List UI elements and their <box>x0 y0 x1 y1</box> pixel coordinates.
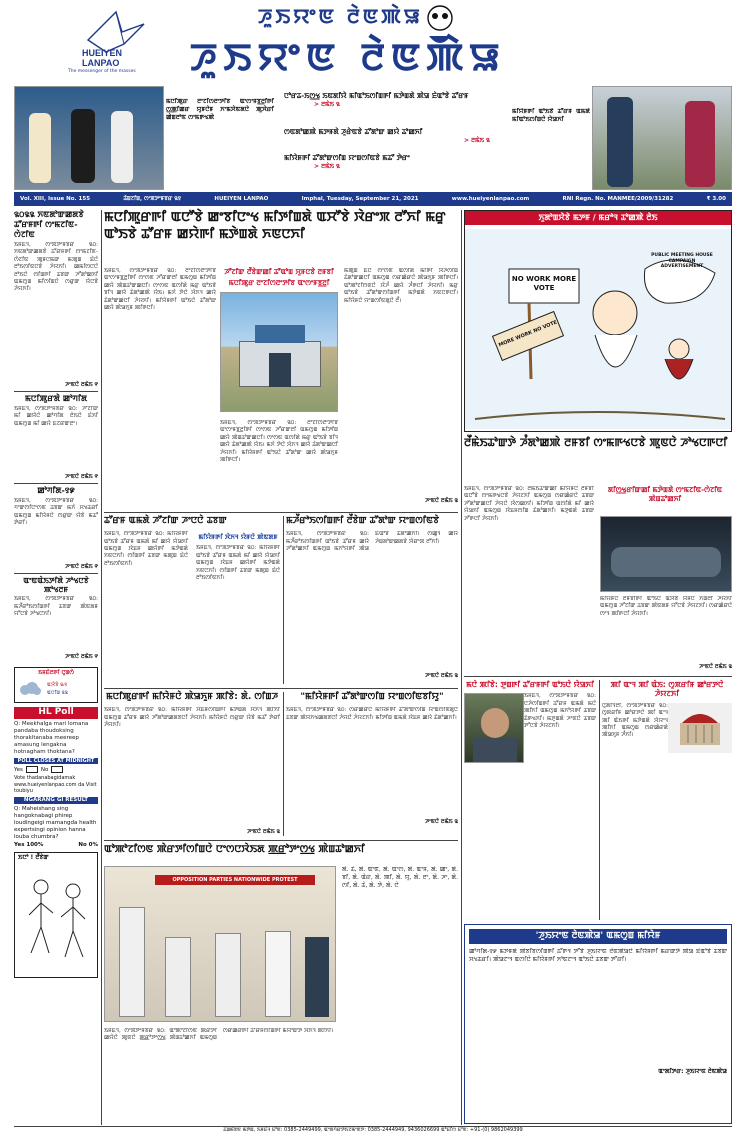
result-question: Q: Maheishang sing hangoknabagi phirep loudingeigi mamangda health expertsingi opinion hanna louba chumbra? <box>14 805 97 841</box>
editorial-sign: ꯑꯦꯗꯤꯇꯔ: ꯍꯨꯏꯌꯦꯟ ꯂꯥꯟꯄꯥꯎ <box>658 1068 727 1076</box>
dateline-band <box>14 192 732 206</box>
poll-note: Vote thadanabagidamak www.hueiyenlanpao.com da Visit toubiyu <box>14 775 97 795</box>
lead-story <box>104 210 458 244</box>
cartoon-sign-1: PUBLIC MEETING HOUSE CAMPAIGN ADVERTISEMENT <box>651 253 713 270</box>
teaser-item-3[interactable] <box>284 154 524 170</box>
right-story-body-2: ꯃꯤꯌꯥꯝꯅꯥ ꯂꯝꯕꯤꯒꯤ ꯑꯣꯏꯅꯥ ꯑꯋꯥꯕꯥ ꯌꯥꯝꯅꯥ ꯈꯥꯡꯂꯤ ꯍꯥꯌꯈꯤ ꯑꯃꯁꯨꯡ ꯍꯧꯖꯤꯛ ꯊꯕꯛ ꯄꯥꯟꯗꯝ ꯌꯧꯅꯕꯥ ꯍꯥꯌꯖꯈꯤ। ꯁꯔꯀꯥꯔꯅꯥ ꯁꯦꯜ ꯄꯤꯒꯅꯤ ꯍꯥꯌꯈꯤ। <box>600 596 732 617</box>
bottom-story-list: ꯗꯥ. ꯊꯥ, ꯗꯥ. ꯑꯦꯟ, ꯗꯥ. ꯑꯦꯁ, ꯗꯥ. ꯑꯦꯝ, ꯗꯥ. ꯀꯦ, ꯗꯥ. ꯕꯤ, ꯗꯥ. ꯑꯥꯔ, ꯗꯥ. ꯄꯤ, ꯗꯥ. ꯌꯨ, ꯗꯥ. ꯂꯦ, ꯗꯥ. ꯍꯦ, ꯗꯥ. ꯁꯤ, ꯗꯥ. ꯊꯥ, ꯗꯥ. ꯇꯥ, ꯗꯥ. ꯅꯥ <box>342 866 458 889</box>
right-story-body: ꯏꯝꯐꯥꯜ, ꯁꯦꯞꯇꯦꯝꯕꯔ ꯲꯰: ꯂꯩꯃꯥꯏꯊꯣꯛꯀꯤ ꯃꯤꯌꯥꯝꯅꯥ ꯂꯝꯕꯤ ꯑꯅꯧꯕꯥ ꯁꯦꯃꯒꯠꯅꯕꯥ ꯍꯥꯌꯖꯈꯤ ꯑꯃꯁꯨꯡ ꯁꯔꯀꯥꯔꯅꯥ ꯊꯕꯛ ꯍꯧꯗꯣꯛꯀꯅꯤ ꯍꯥꯌꯅꯥ ꯋꯥꯁꯀꯈꯤ। ꯃꯤꯇꯤꯡ ꯑꯁꯤꯗꯥ ꯃꯤ ꯀꯌꯥ ꯌꯥꯎꯈꯤ ꯑꯃꯁꯨꯡ ꯋꯥꯐꯝꯁꯤꯡ ꯊꯥꯗꯣꯀꯈꯤ। ꯃꯇꯨꯡꯗꯥ ꯊꯕꯛ ꯍꯧꯒꯅꯤ ꯍꯥꯌꯈꯤ। <box>464 486 594 522</box>
mid-story-2-see[interactable]: ꯍꯦꯟꯅꯥ ꯂꯃꯥꯏ ꯲ <box>425 673 458 680</box>
teaser-item-3-title: ꯃꯤꯌꯥꯝꯒꯤ ꯊꯧꯗꯣꯛꯁꯤꯡ ꯌꯦꯡꯁꯤꯟꯕꯥ ꯃꯊꯧ ꯇꯥꯔꯦ <box>284 154 410 162</box>
teaser-item-2-title: ꯁꯟꯗꯣꯀꯄꯥ ꯃꯇꯝꯗꯥ ꯍꯨꯔꯥꯟꯕꯥ ꯊꯧꯗꯣꯛ ꯀꯌꯥ ꯊꯣꯀꯈꯤ <box>284 128 423 136</box>
right-story-see[interactable]: ꯍꯦꯟꯅꯥ ꯂꯃꯥꯏ ꯲ <box>699 664 732 670</box>
mid-story-2 <box>286 516 458 680</box>
teaser-photo-right <box>592 86 732 190</box>
lower-story-1-title[interactable]: ꯃꯅꯤꯄꯨꯔꯒꯤ ꯃꯤꯌꯥꯝꯅꯥ ꯄꯥꯎꯈꯨꯝ ꯄꯤꯕꯥ: ꯗꯥ. ꯁꯤꯡꯍ <box>105 692 279 702</box>
logo-name-2: LANPAO <box>82 58 120 68</box>
mid-story-2-title[interactable]: ꯃꯍꯩꯔꯣꯏꯁꯤꯡꯒꯤ ꯂꯩꯕꯥꯛ ꯊꯧꯗꯣꯛ ꯌꯦꯡꯁꯤꯟꯕꯥ <box>286 516 440 526</box>
right-lower-story-2-title[interactable]: ꯄꯤ ꯑꯦꯜ ꯄꯤ ꯑꯥꯏ: ꯁꯨꯞꯔꯤꯝ ꯀꯣꯔꯇꯅꯥ ꯍꯥꯌꯖꯈꯤ <box>610 680 724 699</box>
poll-title: HL Poll <box>14 707 98 718</box>
lower-story-2-see[interactable]: ꯍꯦꯟꯅꯥ ꯂꯃꯥꯏ ꯲ <box>425 819 458 826</box>
lower-story-1-body: ꯏꯝꯐꯥꯜ, ꯁꯦꯞꯇꯦꯝꯕꯔ ꯲꯰: ꯃꯤꯌꯥꯝꯒꯤ ꯋꯥꯐꯝꯁꯤꯡꯒꯤ ꯃꯇꯥꯡꯗꯥ ꯋꯥꯈꯜ ꯄꯤꯈꯤ ꯑꯃꯁꯨꯡ ꯊꯧꯔꯝ ꯀꯌꯥ ꯍꯧꯗꯣꯛꯀꯗꯕꯅꯤ ꯍꯥꯌꯈꯤ। ꯃꯤꯌꯥꯝꯅꯥ ꯁꯔꯨꯛ ꯌꯥꯕꯥ ꯃꯊꯧ ꯇꯥꯔꯤ ꯍꯥꯌꯈꯤ। <box>104 707 280 728</box>
lead-photo-caption-title: ꯍꯧꯖꯤꯛ ꯂꯩꯕꯥꯛꯀꯤ ꯊꯧꯑꯣꯡ ꯆꯨꯝꯅꯕꯥ ꯂꯝꯕꯤ <box>224 268 334 276</box>
small-cartoon <box>14 852 98 978</box>
editorial-body: ꯀꯣꯚꯤꯗ-꯱꯹ ꯃꯇꯝꯗꯥ ꯄꯥꯕꯤꯕꯁꯤꯡꯒꯤ ꯊꯧꯒꯜ ꯇꯧꯕꯥ ꯍꯨꯏꯌꯦꯟ ꯂꯥꯟꯄꯥꯎꯅꯥ ꯃꯤꯌꯥꯝꯒꯤ ꯃꯔꯛꯇꯥ ꯄꯥꯎ ꯐꯥꯑꯣꯕꯥ ꯊꯕꯛ ꯆꯠꯊꯔꯤ। ꯄꯥꯎꯖꯦꯜ ꯑꯁꯤꯅꯥ ꯃꯤꯌꯥꯝꯒꯤ ꯈꯣꯟꯖꯦꯜ ꯑꯣꯏꯅꯥ ꯊꯕꯛ ꯇꯧꯔꯤ। <box>469 948 727 964</box>
left-story-4-see[interactable]: ꯍꯦꯟꯅꯥ ꯂꯃꯥꯏ ꯵ <box>65 654 98 661</box>
paper-name: HUEIYEN LANPAO <box>214 195 269 202</box>
masthead-title-top: ꯍꯨꯏꯌꯦꯟ ꯂꯥꯟꯄꯥꯎ <box>258 4 423 28</box>
right-lower-story-1-title[interactable]: ꯃꯅꯥ ꯄꯤꯕꯥ: ꯇꯨꯡꯒꯤ ꯊꯧꯔꯝꯒꯤ ꯑꯣꯏꯅꯥ ꯌꯥꯎꯈꯤ <box>466 680 594 689</box>
teaser-item-1-title: ꯅꯣꯔꯊ-ꯏꯁ꯭ꯠ ꯏꯟꯗꯤꯌꯥ ꯃꯤꯑꯣꯏꯁꯤꯡꯒꯤ ꯃꯇꯥꯡꯗꯥ ꯄꯥꯎ ꯐꯥꯑꯣꯕꯥ ꯊꯧꯔꯝ <box>284 92 469 100</box>
mid-story-1 <box>104 516 280 671</box>
result-yes: Yes 100% <box>14 841 44 848</box>
protest-banner: OPPOSITION PARTIES NATIONWIDE PROTEST <box>155 875 315 885</box>
right-lower-story-2 <box>602 680 732 920</box>
hl-poll <box>14 707 98 848</box>
lower-story-1-see[interactable]: ꯍꯦꯟꯅꯥ ꯂꯃꯥꯏ ꯲ <box>247 829 280 836</box>
logo-tagline: The messenger of the masses <box>68 69 136 74</box>
editorial-box <box>464 924 732 1124</box>
logo-name-1: HUEIYEN <box>82 48 123 58</box>
cartoon-sign-2: NO WORK MORE VOTE <box>511 275 577 292</box>
weather-box <box>14 667 98 703</box>
teaser-item-1-see: > ꯂꯃꯥꯏ ꯲ <box>314 100 340 108</box>
left-story-1-body: ꯏꯝꯐꯥꯜ, ꯁꯦꯞꯇꯦꯝꯕꯔ ꯲꯰: ꯈꯟꯗꯣꯛꯀꯗꯕꯥ ꯊꯧꯔꯝꯒꯤ ꯁꯦꯃꯖꯤꯟ-ꯁꯥꯖꯤꯟ ꯄꯨꯝꯅꯃꯛ ꯃꯄꯨꯡ ꯐꯥꯅꯥ ꯂꯣꯏꯁꯤꯟꯅꯕꯥ ꯍꯥꯌꯈꯤ। ꯀꯃꯤꯁꯅꯅꯥ ꯂꯣꯏꯅꯥ ꯁꯤꯡꯒꯤ ꯊꯕꯛ ꯍꯧꯗꯣꯀꯈꯤ ꯑꯃꯁꯨꯡ ꯃꯤꯁꯤꯡꯅꯥ ꯁꯔꯨꯛ ꯌꯥꯅꯕꯥ ꯍꯥꯌꯈꯤ। <box>14 242 98 293</box>
rni-number: RNI Regn. No. MANMEE/2009/31282 <box>562 195 674 202</box>
weather-high: ꯑꯋꯥꯕꯥ ꯳꯱ <box>47 682 68 689</box>
weather-label: ꯏꯝꯐꯥꯂꯒꯤ ꯅꯨꯡꯁꯥ <box>38 670 74 677</box>
mid-story-1-body: ꯏꯝꯐꯥꯜ, ꯁꯦꯞꯇꯦꯝꯕꯔ ꯲꯰: ꯃꯤꯌꯥꯝꯒꯤ ꯑꯣꯏꯕꯥ ꯊꯧꯔꯝ ꯑꯃꯗꯥ ꯃꯤ ꯀꯌꯥ ꯌꯥꯎꯈꯤ ꯑꯃꯁꯨꯡ ꯋꯥꯐꯝ ꯀꯌꯥꯒꯤ ꯃꯇꯥꯡꯗꯥ ꯈꯟꯅꯈꯤ। ꯁꯤꯡꯒꯤ ꯊꯕꯛ ꯃꯄꯨꯡ ꯐꯥꯅꯥ ꯂꯣꯏꯁꯤꯟꯈꯤ। <box>104 531 188 567</box>
poll-no-checkbox[interactable] <box>51 766 63 773</box>
right-story-sub: ꯗꯤꯁ꯭ꯠꯔꯤꯛꯀꯤ ꯃꯇꯥꯡꯗꯥ ꯁꯦꯃꯖꯤꯟ-ꯁꯥꯖꯤꯟ ꯄꯥꯡꯊꯣꯀꯈꯤ <box>607 486 723 503</box>
left-story-1-see[interactable]: ꯍꯦꯟꯅꯥ ꯂꯃꯥꯏ ꯵ <box>65 382 98 388</box>
mid-story-2-body: ꯏꯝꯐꯥꯜ, ꯁꯦꯞꯇꯦꯝꯕꯔ ꯲꯰: ꯃꯍꯩꯔꯣꯏꯁꯤꯡꯒꯤ ꯑꯣꯏꯕꯥ ꯊꯧꯔꯝ ꯀꯌꯥ ꯍꯧꯗꯣꯀꯈꯤ ꯑꯃꯁꯨꯡ ꯃꯈꯣꯌꯒꯤ ꯄꯥꯎ ꯐꯥꯑꯣꯕꯥ ꯊꯥꯗꯣꯀꯈꯤ। ꯁꯀꯨꯜ ꯀꯌꯥ ꯍꯥꯡꯗꯣꯛꯀꯗꯕꯥ ꯋꯥꯔꯦꯞ ꯂꯧꯈꯤ। <box>286 531 458 552</box>
supreme-court-icon <box>668 703 732 753</box>
top-teaser-strip <box>14 86 732 190</box>
result-title: NGARANG GI RESULT <box>14 797 98 804</box>
teaser-item-2-see: > ꯂꯃꯥꯏ ꯲ <box>464 136 490 144</box>
left-story-4-body: ꯏꯝꯐꯥꯜ, ꯁꯦꯞꯇꯦꯝꯕꯔ ꯲꯰: ꯃꯍꯩꯔꯣꯏꯁꯤꯡꯒꯤ ꯊꯕꯛ ꯄꯥꯟꯗꯝ ꯌꯧꯅꯕꯥ ꯍꯣꯠꯅꯈꯤ। <box>14 596 98 618</box>
left-column <box>14 210 98 1125</box>
masthead <box>0 0 743 82</box>
cartoon-header: ꯈꯨꯗꯣꯡꯆꯥꯕꯥ ꯃꯇꯝ / ꯃꯔꯣꯜ ꯊꯣꯀꯄꯥ ꯂꯥꯏ <box>465 211 731 225</box>
teaser-right-text: ꯃꯤꯌꯥꯝꯒꯤ ꯑꯣꯏꯕꯥ ꯊꯧꯔꯝ ꯑꯃꯗꯥ ꯃꯤꯑꯣꯏꯁꯤꯡꯅꯥ ꯌꯥꯎꯈꯤ <box>512 108 590 123</box>
poll-yes-label: Yes <box>14 766 23 773</box>
teaser-photo-left <box>14 86 164 190</box>
left-story-3-see[interactable]: ꯍꯦꯟꯅꯥ ꯂꯃꯥꯏ ꯵ <box>65 563 98 570</box>
left-story-4-title: ꯑꯦꯟꯑꯥꯏꯇꯤꯗꯥ ꯍꯣꯠꯅꯕꯥ ꯄꯣꯠꯂꯝ <box>23 575 89 594</box>
cartoon-sign-3: MORE WORK NO VOTE <box>497 319 559 349</box>
poll-yes-checkbox[interactable] <box>26 766 38 773</box>
bottom-story <box>104 844 458 1126</box>
teaser-item-1[interactable] <box>284 92 524 108</box>
mid-story-1-sub: ꯃꯤꯌꯥꯝꯒꯤ ꯋꯥꯈꯜ ꯌꯥꯝꯅꯥ ꯄꯥꯟꯗꯝ <box>198 533 278 542</box>
mid-story-1-title[interactable]: ꯊꯧꯔꯝ ꯑꯃꯗꯥ ꯍꯧꯖꯤꯛ ꯍꯦꯅꯅꯥ ꯊꯕꯛ <box>104 516 227 526</box>
right-lower-story-2-body: ꯅꯨꯗꯤꯜꯂꯤ, ꯁꯦꯞꯇꯦꯝꯕꯔ ꯲꯰: ꯁꯨꯞꯔꯤꯝ ꯀꯣꯔꯇꯅꯥ ꯄꯤ ꯑꯦꯜ ꯄꯤ ꯑꯥꯏꯒꯤ ꯃꯇꯥꯡꯗꯥ ꯋꯥꯌꯦꯜ ꯄꯤꯈꯤ ꯑꯃꯁꯨꯡ ꯁꯔꯀꯥꯔꯗꯥ ꯄꯥꯎꯈꯨꯝ ꯍꯪꯈꯤ। <box>602 702 668 739</box>
mid-story-1-body-2: ꯏꯝꯐꯥꯜ, ꯁꯦꯞꯇꯦꯝꯕꯔ ꯲꯰: ꯃꯤꯌꯥꯝꯒꯤ ꯑꯣꯏꯕꯥ ꯊꯧꯔꯝ ꯑꯃꯗꯥ ꯃꯤ ꯀꯌꯥ ꯌꯥꯎꯈꯤ ꯑꯃꯁꯨꯡ ꯋꯥꯐꯝ ꯀꯌꯥꯒꯤ ꯃꯇꯥꯡꯗꯥ ꯈꯟꯅꯈꯤ। ꯁꯤꯡꯒꯤ ꯊꯕꯛ ꯃꯄꯨꯡ ꯐꯥꯅꯥ ꯂꯣꯏꯁꯤꯟꯈꯤ। <box>196 545 280 581</box>
cartoon-figures-icon <box>17 867 97 967</box>
teaser-left-text: ꯃꯅꯤꯄꯨꯔ ꯂꯦꯖꯤꯁꯂꯦꯇꯤꯕ ꯑꯦꯁꯦꯝꯕ꯭ꯂꯤꯒꯤ ꯁ꯭ꯄꯤꯀꯔ ꯌꯨꯝꯅꯥꯝ ꯈꯦꯃꯆꯥꯟꯗꯅꯥ ꯄꯨꯋꯥꯔꯤ ꯀꯥꯡꯂꯣꯟ ꯁꯦꯃꯒꯠꯄꯥ <box>166 98 274 121</box>
bottom-story-title[interactable]: ꯑꯣꯄꯣꯖꯤꯁꯟ ꯄꯥꯔꯇꯤꯁꯤꯡꯅꯥ ꯅꯦꯁꯅꯋꯥꯏꯗ ꯄ꯭ꯔꯣꯇꯦꯁ꯭ꯠ ꯄꯥꯡꯊꯣꯀꯈꯤ <box>104 844 365 855</box>
right-lower-story-1-body: ꯏꯝꯐꯥꯜ, ꯁꯦꯞꯇꯦꯝꯕꯔ ꯲꯰: ꯅꯍꯥꯁꯤꯡꯒꯤ ꯊꯧꯔꯝ ꯑꯃꯗꯥ ꯃꯅꯥ ꯄꯤꯈꯤ ꯑꯃꯁꯨꯡ ꯃꯈꯣꯌꯒꯤ ꯊꯕꯛ ꯊꯥꯒꯠꯈꯤ। ꯃꯇꯨꯡꯗꯥ ꯍꯦꯟꯅꯥ ꯊꯕꯛ ꯇꯧꯅꯕꯥ ꯍꯥꯌꯖꯈꯤ। <box>524 693 596 729</box>
teaser-item-2[interactable] <box>284 128 524 144</box>
lower-story-2-title[interactable]: "ꯃꯤꯌꯥꯝꯒꯤ ꯊꯧꯗꯣꯛꯁꯤꯡ ꯌꯦꯡꯁꯤꯟꯕꯤꯌꯨ" <box>300 692 444 702</box>
editorial-title: 'ꯍꯨꯏꯌꯦꯟ ꯂꯥꯟꯄꯥꯎ' ꯑꯃꯁꯨꯡ ꯃꯤꯌꯥꯝ <box>469 929 727 944</box>
left-story-3-body: ꯏꯝꯐꯥꯜ, ꯁꯦꯞꯇꯦꯝꯕꯔ ꯲꯰: ꯚꯦꯛꯁꯤꯅꯦꯁꯟ ꯊꯕꯛ ꯃꯈꯥ ꯆꯠꯊꯔꯤ ꯑꯃꯁꯨꯡ ꯃꯤꯌꯥꯝꯅꯥ ꯁꯔꯨꯛ ꯌꯥꯕꯥ ꯃꯊꯧ ꯇꯥꯔꯤ। <box>14 497 98 526</box>
bottom-story-body: ꯏꯝꯐꯥꯜ, ꯁꯦꯞꯇꯦꯝꯕꯔ ꯲꯰: ꯑꯣꯄꯣꯖꯤꯁꯟ ꯄꯥꯔꯇꯤ ꯀꯌꯥꯅꯥ ꯄꯨꯟꯅꯥ ꯄ꯭ꯔꯣꯇꯦꯁ꯭ꯠ ꯄꯥꯡꯊꯣꯀꯈꯤ ꯑꯃꯁꯨꯡ ꯁꯔꯀꯥꯔꯒꯤ ꯊꯧꯔꯝꯁꯤꯡꯒꯤ ꯃꯥꯌꯣꯛꯇꯥ ꯋꯥꯈꯜ ꯄꯤꯈꯤ। <box>104 1028 334 1042</box>
masthead-title-main: ꯍꯨꯏꯌꯦꯟ ꯂꯥꯟꯄꯥꯎ <box>190 35 506 79</box>
lead-photo-block <box>220 268 338 412</box>
small-cartoon-title: ꯏꯅꯣ ! ꯂꯩꯕꯥꯛ <box>18 854 49 862</box>
lead-body-col-2: ꯏꯝꯐꯥꯜ, ꯁꯦꯞꯇꯦꯝꯕꯔ ꯲꯰: ꯂꯦꯖꯤꯁꯂꯦꯇꯤꯕ ꯑꯦꯁꯦꯝꯕ꯭ꯂꯤꯒꯤ ꯁꯦꯁꯟ ꯍꯧꯔꯛꯂꯤ ꯑꯃꯁꯨꯡ ꯃꯤꯇꯤꯡ ꯀꯌꯥ ꯄꯥꯡꯊꯣꯛꯀꯅꯤ। ꯁꯦꯁꯟ ꯑꯁꯤꯗꯥ ꯃꯔꯨ ꯑꯣꯏꯕꯥ ꯕꯤꯜ ꯀꯌꯥ ꯊꯥꯗꯣꯀꯄꯥ ꯌꯥꯏ। ꯃꯈꯥ ꯇꯥꯅꯥ ꯋꯥꯈꯜ ꯀꯌꯥ ꯊꯥꯗꯣꯛꯀꯅꯤ ꯍꯥꯌꯈꯤ। ꯃꯤꯌꯥꯝꯒꯤ ꯑꯣꯏꯅꯥ ꯊꯧꯗꯣꯛ ꯀꯌꯥ ꯄꯥꯎꯈꯨꯝ ꯄꯤꯒꯅꯤ। <box>220 420 338 463</box>
protest-photo <box>104 866 336 1022</box>
lead-body-col-1: ꯏꯝꯐꯥꯜ, ꯁꯦꯞꯇꯦꯝꯕꯔ ꯲꯰: ꯂꯦꯖꯤꯁꯂꯦꯇꯤꯕ ꯑꯦꯁꯦꯝꯕ꯭ꯂꯤꯒꯤ ꯁꯦꯁꯟ ꯍꯧꯔꯛꯂꯤ ꯑꯃꯁꯨꯡ ꯃꯤꯇꯤꯡ ꯀꯌꯥ ꯄꯥꯡꯊꯣꯛꯀꯅꯤ। ꯁꯦꯁꯟ ꯑꯁꯤꯗꯥ ꯃꯔꯨ ꯑꯣꯏꯕꯥ ꯕꯤꯜ ꯀꯌꯥ ꯊꯥꯗꯣꯀꯄꯥ ꯌꯥꯏ। ꯃꯈꯥ ꯇꯥꯅꯥ ꯋꯥꯈꯜ ꯀꯌꯥ ꯊꯥꯗꯣꯛꯀꯅꯤ ꯍꯥꯌꯈꯤ। ꯃꯤꯌꯥꯝꯒꯤ ꯑꯣꯏꯅꯥ ꯊꯧꯗꯣꯛ ꯀꯌꯥ ꯄꯥꯎꯈꯨꯝ ꯄꯤꯒꯅꯤ। <box>104 268 216 311</box>
portrait-photo <box>464 693 524 763</box>
poll-question: Q: Meekhalga mari lomana pandaba thoudoksing thorakltanaba meereep amasung lengakna hotnagham thoktana? <box>14 720 89 756</box>
cartoon-box <box>464 210 732 432</box>
issue-number: Vol. XIII, Issue No. 155 <box>20 195 91 202</box>
left-story-1-title: ꯲꯰꯲꯲ ꯈꯟꯗꯣꯛꯀꯗꯕꯥ ꯊꯧꯔꯝꯒꯤ ꯁꯦꯃꯖꯤꯟ-ꯁꯥꯖꯤꯟ <box>14 210 84 239</box>
price: ₹ 3.00 <box>706 195 726 202</box>
lower-story-1 <box>104 692 280 836</box>
lower-story-2 <box>286 692 458 826</box>
rally-photo <box>600 516 732 592</box>
left-story-2-body: ꯏꯝꯐꯥꯜ, ꯁꯦꯞꯇꯦꯝꯕꯔ ꯲꯰: ꯍꯧꯖꯤꯛ ꯃꯤ ꯀꯌꯥꯅꯥ ꯀꯣꯚꯤꯗ ꯂꯥꯏꯅꯥ ꯐꯥꯈꯤ ꯑꯃꯁꯨꯡ ꯃꯤ ꯀꯌꯥ ꯐꯖꯔꯛꯂꯦ। <box>14 405 98 427</box>
left-story-2-see[interactable]: ꯍꯦꯟꯅꯥ ꯂꯃꯥꯏ ꯵ <box>65 473 98 480</box>
weather-cloud-icon <box>17 680 43 696</box>
manipuri-date: ꯊꯥꯡꯖꯤꯡ, ꯁꯦꯞꯇꯦꯝꯕꯔ ꯲꯱ <box>123 195 182 202</box>
website-link[interactable]: www.hueiyenlanpao.com <box>451 195 530 202</box>
footer-bar <box>14 1126 732 1136</box>
city-date: Imphal, Tuesday, September 21, 2021 <box>301 195 419 202</box>
right-story <box>464 436 732 674</box>
assembly-photo <box>220 292 338 412</box>
lead-photo-caption-sub: ꯃꯅꯤꯄꯨꯔ ꯂꯦꯖꯤꯁꯂꯦꯇꯤꯕ ꯑꯦꯁꯦꯝꯕ꯭ꯂꯤ <box>228 278 330 287</box>
left-story-3-title: ꯀꯣꯚꯤꯗ-꯱꯹ <box>37 485 75 495</box>
teaser-item-3-see: > ꯂꯃꯥꯏ ꯲ <box>314 162 340 170</box>
poll-closes: POLL CLOSES AT MIDNIGHT <box>14 758 98 764</box>
right-lower-story-1 <box>464 680 596 920</box>
footer-text: ꯊꯥꯡꯃꯩꯕꯟ ꯃꯇꯥꯡ, ꯏꯝꯐꯥꯜ ꯐꯣꯟ: 0385-2449499, ꯑꯦꯗꯚꯥꯔꯇꯥꯏꯖꯃꯦꯟꯇ: 0385-2444949, 9436026699 ꯑꯣꯐꯤꯁ ꯐꯣꯟ: +91-(0) 9862049399 <box>223 1127 523 1133</box>
right-story-title[interactable]: ꯂꯩꯃꯥꯏꯊꯣꯛꯇꯥ ꯍꯪꯗꯣꯀꯄꯥ ꯂꯝꯕꯤ ꯁꯦꯃꯒꯠꯅꯕꯥ ꯄꯨꯟꯅꯥ ꯍꯣꯠꯅꯒꯅꯤ <box>464 436 728 449</box>
logo <box>62 8 182 78</box>
left-story-2-title: ꯃꯅꯤꯄꯨꯔꯗꯥ ꯀꯣꯚꯤꯗ <box>24 393 88 403</box>
lead-body-col-3: ꯃꯄꯨꯡ ꯐꯥꯅꯥ ꯁꯦꯁꯟ ꯑꯁꯤꯗꯥ ꯃꯤꯒꯤ ꯋꯥꯍꯪꯁꯤꯡ ꯊꯥꯗꯣꯛꯀꯅꯤ ꯑꯃꯁꯨꯡ ꯁꯔꯀꯥꯔꯅꯥ ꯄꯥꯎꯈꯨꯝ ꯄꯤꯒꯅꯤ। ꯑꯣꯄꯣꯖꯤꯁꯟꯅꯥ ꯋꯥꯍꯪ ꯀꯌꯥ ꯍꯪꯒꯅꯤ ꯍꯥꯌꯈꯤ। ꯃꯔꯨ ꯑꯣꯏꯕꯥ ꯊꯧꯗꯣꯛꯁꯤꯡꯒꯤ ꯃꯇꯥꯡꯗꯥ ꯈꯟꯅꯒꯅꯤ। ꯃꯤꯌꯥꯝꯅꯥ ꯌꯦꯡꯁꯤꯟꯗꯨꯅꯥ ꯂꯩ। <box>344 268 458 304</box>
weather-low: ꯑꯅꯤꯡ ꯲꯲ <box>47 690 68 697</box>
poll-no-label: No <box>40 766 49 773</box>
lower-story-2-body: ꯏꯝꯐꯥꯜ, ꯁꯦꯞꯇꯦꯝꯕꯔ ꯲꯰: ꯁꯔꯀꯥꯔꯅꯥ ꯃꯤꯌꯥꯝꯒꯤ ꯊꯧꯗꯣꯛꯁꯤꯡ ꯌꯦꯡꯁꯤꯟꯗꯨꯅꯥ ꯊꯕꯛ ꯄꯥꯌꯈꯠꯀꯗꯕꯅꯤ ꯍꯥꯌꯅꯥ ꯍꯥꯌꯖꯈꯤ। ꯃꯤꯇꯤꯡ ꯑꯃꯗꯥ ꯋꯥꯐꯝ ꯀꯌꯥ ꯊꯥꯗꯣꯀꯈꯤ। <box>286 707 458 721</box>
lead-headline[interactable]: ꯃꯅꯤꯄꯨꯔꯒꯤ ꯑꯅꯧꯕꯥ ꯀꯦꯕꯤꯅꯦꯠ ꯃꯤꯇꯤꯡꯗꯥ ꯑꯆꯧꯕꯥ ꯋꯥꯔꯦꯞ ꯂꯧꯈꯤ ꯃꯔꯨ ꯑꯣꯏꯕꯥ ꯊꯧꯔꯝ ꯀꯌꯥꯒꯤ ꯃꯇꯥꯡꯗꯥ ꯈꯟꯅꯈꯤ <box>104 210 446 242</box>
result-no: No 0% <box>78 841 98 848</box>
lead-byline[interactable]: ꯍꯦꯟꯅꯥ ꯂꯃꯥꯏ ꯲ <box>425 498 458 504</box>
